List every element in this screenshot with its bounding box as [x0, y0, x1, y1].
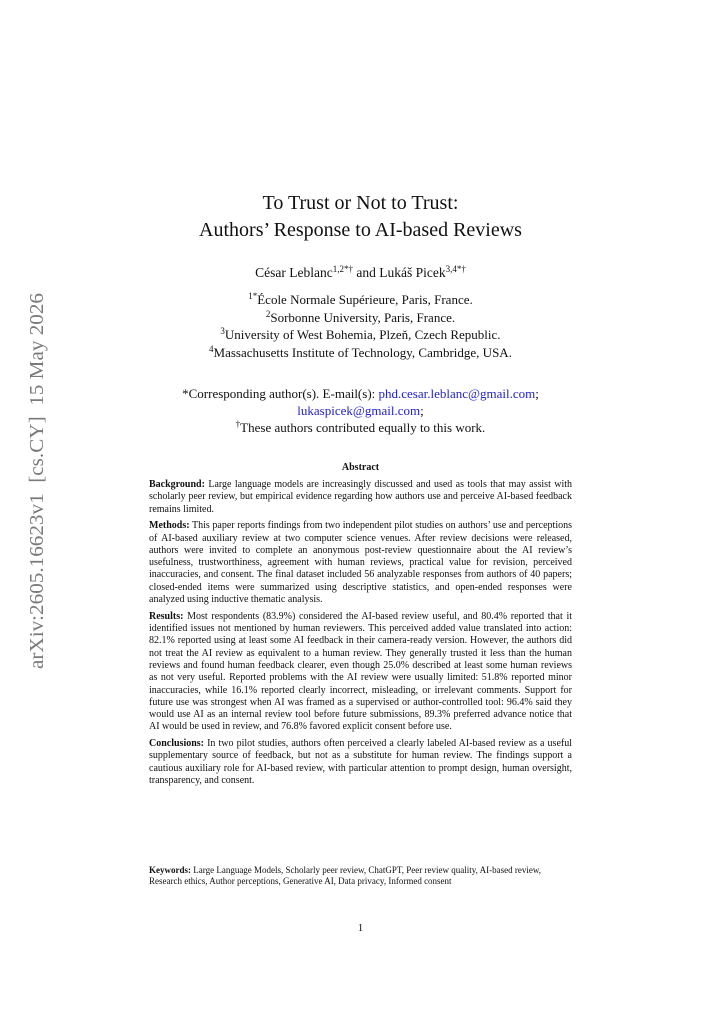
- dagger-mark: †: [235, 419, 241, 429]
- email-link-picek[interactable]: lukaspicek@gmail.com: [297, 403, 421, 418]
- keywords-label: Keywords:: [149, 865, 191, 875]
- correspondence-prefix: *Corresponding author(s). E-mail(s):: [182, 386, 379, 401]
- affiliation-mark: 3: [220, 326, 225, 337]
- keywords: [149, 865, 572, 888]
- separator: ;: [420, 403, 424, 418]
- title-line-2: Authors’ Response to AI-based Reviews: [199, 219, 522, 241]
- abstract-body: [149, 479, 572, 792]
- author-name: César Leblanc: [255, 265, 333, 280]
- conclusions-label: Conclusions:: [149, 738, 205, 750]
- affiliation-list: [0, 291, 721, 361]
- affiliation: [0, 326, 721, 344]
- title-line-1: To Trust or Not to Trust:: [262, 192, 459, 214]
- background-text: Large language models are increasingly discussed and used as tools that may assist with scholarly peer review, but empirical evidence regarding how authors use and perceive AI-based feedback remains limited.: [149, 479, 573, 515]
- affiliation-text: University of West Bohemia, Plzeň, Czech Republic.: [224, 327, 501, 343]
- abstract-results: [149, 611, 572, 734]
- affiliation: [0, 344, 721, 362]
- results-text: Most respondents (83.9%) considered the AI-based review useful, and 80.4% reported that it identified issues not mentioned by human reviewers. This perceived added value translated into action: 82.1% reported using at least some AI feedback in their camera-ready version. However, the authors did not treat the AI review as equivalent to a human review. They generally trusted it less than the human reviews and found human feedback clearer, even though 25.0% described at least some human reviews as not very useful. Reported problems with the AI review were usually limited: 51.8% reported minor inaccuracies, while 16.1% reported clearly incorrect, misleading, or irrelevant comments. Support for future use was strongest when AI was framed as a supervised or author-controlled tool: 96.4% said they would use AI as an internal review tool before future submissions, 89.3% preferred advance notice that AI would be used in review, and 76.8% favored explicit consent before use.: [149, 610, 573, 733]
- equal-contribution-text: These authors contributed equally to this work.: [240, 420, 486, 435]
- affiliation: [0, 291, 721, 309]
- affiliation-mark: 1*: [248, 291, 258, 301]
- affiliation-mark: 4: [209, 343, 214, 354]
- correspondence-line: [0, 385, 721, 402]
- author-name: Lukáš Picek: [379, 265, 446, 280]
- methods-text: This paper reports findings from two independent pilot studies on authors’ use and perceptions of AI-based auxiliary review at two computer science venues. After review decisions were released, authors were invited to complete an anonymous post-review questionnaire about the AI review’s usefulness, trustworthiness, agreement with human reviews, practical value for revision, perceived inaccuracies, and consent. The final dataset included 56 analyzable responses from authors of 40 papers; closed-ended items were summarized using descriptive statistics, and open-ended responses were analyzed using inductive thematic analysis.: [149, 520, 572, 606]
- abstract-conclusions: [149, 738, 572, 787]
- affiliation-text: Massachusetts Institute of Technology, Cambridge, USA.: [213, 344, 512, 360]
- abstract-background: [149, 479, 572, 516]
- equal-contribution-note: [0, 419, 721, 436]
- correspondence-block: [0, 385, 721, 436]
- author-list: [0, 265, 721, 281]
- paper-title: [0, 190, 721, 244]
- author-affiliation-marks: 3,4*†: [445, 264, 466, 274]
- email-link-leblanc[interactable]: phd.cesar.leblanc@gmail.com: [378, 386, 536, 401]
- arxiv-identifier: arXiv:2605.16623v1 [cs.CY] 15 May 2026: [26, 304, 48, 669]
- results-label: Results:: [149, 610, 184, 622]
- author-joiner: and: [352, 265, 380, 280]
- correspondence-line: [0, 402, 721, 419]
- conclusions-text: In two pilot studies, authors often perceived a clearly labeled AI-based review as a useful supplementary source of feedback, but not as a substitute for human review. The findings support a cautious auxiliary role for AI-based review, with particular attention to prompt design, human oversight, transparency, and consent.: [149, 738, 572, 786]
- affiliation: [0, 309, 721, 327]
- separator: ;: [535, 386, 539, 401]
- background-label: Background:: [149, 479, 205, 490]
- affiliation-text: École Normale Supérieure, Paris, France.: [257, 292, 473, 307]
- author-affiliation-marks: 1,2*†: [332, 264, 353, 274]
- affiliation-mark: 2: [265, 308, 271, 319]
- abstract-methods: [149, 520, 572, 606]
- keywords-text: Large Language Models, Scholarly peer review, ChatGPT, Peer review quality, AI-based review, Research ethics, Author perceptions, Generative AI, Data privacy, Informed consent: [149, 865, 542, 887]
- page-number: 1: [357, 922, 364, 934]
- affiliation-text: Sorbonne University, Paris, France.: [270, 309, 456, 325]
- abstract-heading: Abstract: [341, 462, 380, 473]
- methods-label: Methods:: [149, 520, 190, 532]
